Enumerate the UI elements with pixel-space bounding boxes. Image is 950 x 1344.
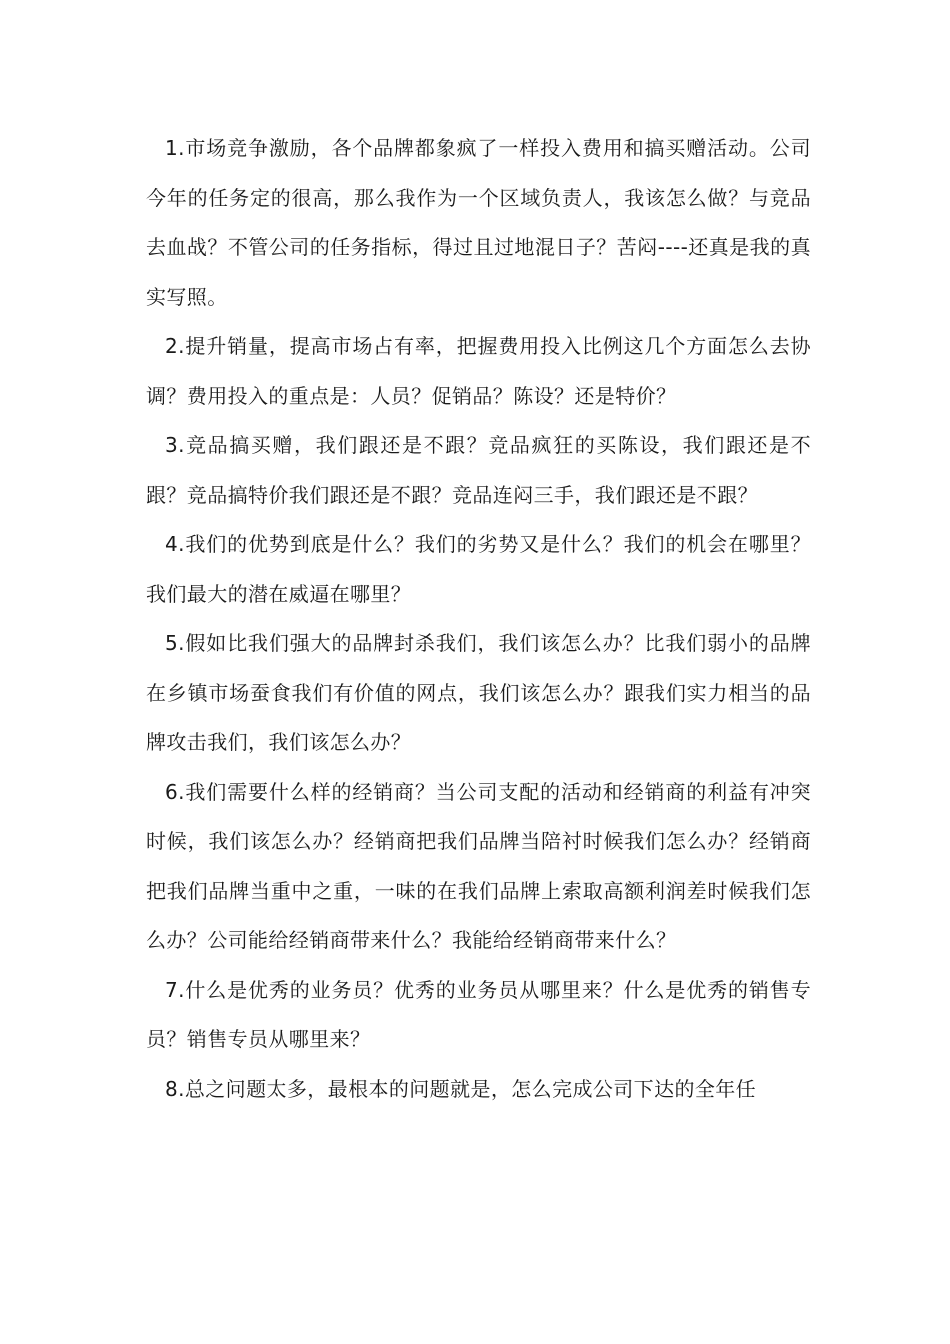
paragraph-4: 4.我们的优势到底是什么？我们的劣势又是什么？我们的机会在哪里？我们最大的潜在威逼在哪里？ bbox=[146, 532, 811, 606]
paragraph-8: 8.总之问题太多，最根本的问题就是，怎么完成公司下达的全年任 bbox=[165, 1076, 757, 1101]
paragraph-7: 7.什么是优秀的业务员？优秀的业务员从哪里来？什么是优秀的销售专员？销售专员从哪里来？ bbox=[146, 977, 811, 1051]
paragraph-5: 5.假如比我们强大的品牌封杀我们，我们该怎么办？比我们弱小的品牌在乡镇市场蚕食我们有价值的网点，我们该怎么办？跟我们实力相当的品牌攻击我们，我们该怎么办？ bbox=[146, 631, 811, 754]
paragraph-3: 3.竞品搞买赠，我们跟还是不跟？竞品疯狂的买陈设，我们跟还是不跟？竞品搞特价我们跟还是不跟？竞品连闷三手，我们跟还是不跟？ bbox=[146, 433, 811, 507]
paragraph-1: 1.市场竞争激励，各个品牌都象疯了一样投入费用和搞买赠活动。公司今年的任务定的很高，那么我作为一个区域负责人，我该怎么做？与竞品去血战？不管公司的任务指标，得过且过地混日子？苦闷----还真是我的真实写照。 bbox=[146, 136, 811, 309]
document-body bbox=[146, 124, 811, 1114]
paragraph-2: 2.提升销量，提高市场占有率，把握费用投入比例这几个方面怎么去协调？费用投入的重点是：人员？促销品？陈设？还是特价？ bbox=[146, 334, 811, 408]
paragraph-6: 6.我们需要什么样的经销商？当公司支配的活动和经销商的利益有冲突时候，我们该怎么办？经销商把我们品牌当陪衬时候我们怎么办？经销商把我们品牌当重中之重，一味的在我们品牌上索取高额利润差时候我们怎么办？公司能给经销商带来什么？我能给经销商带来什么？ bbox=[146, 779, 811, 952]
